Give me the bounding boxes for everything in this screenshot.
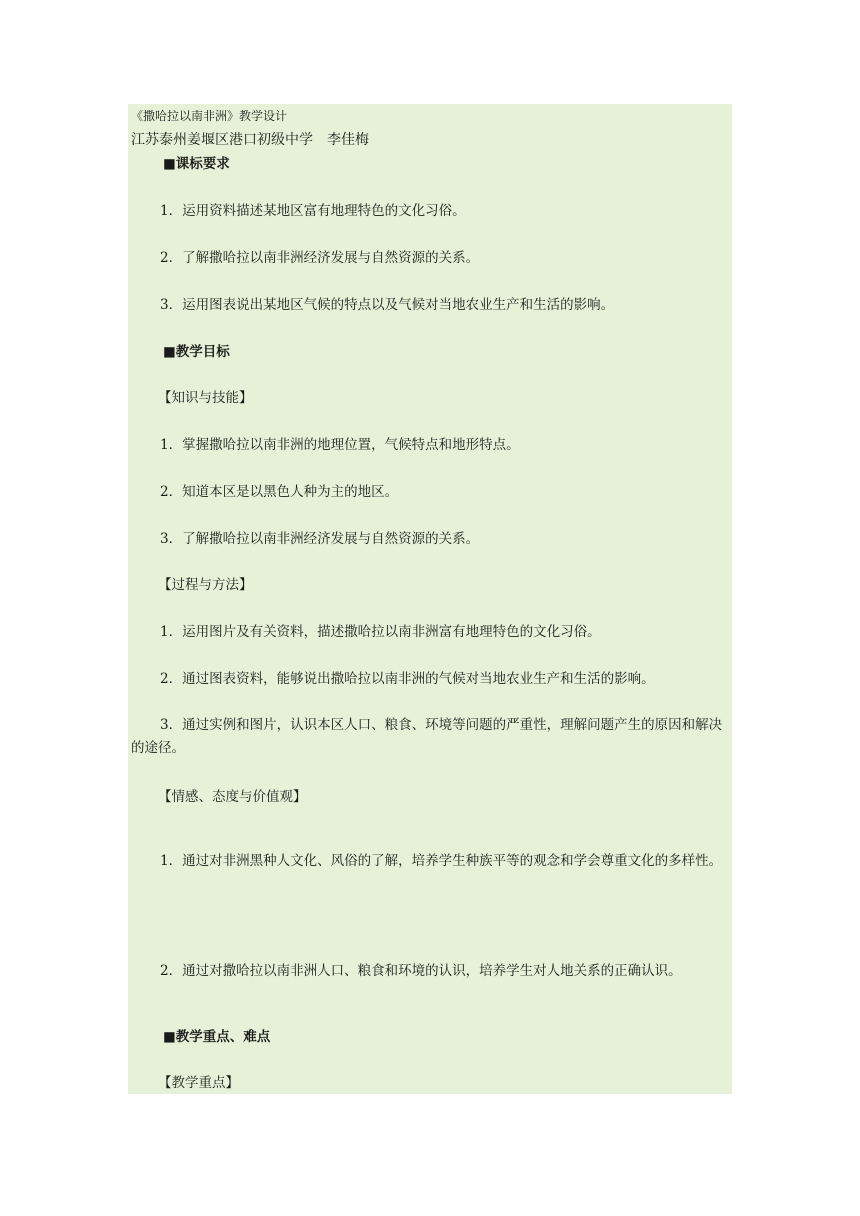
- knowledge-item-1: 1．掌握撒哈拉以南非洲的地理位置，气候特点和地形特点。: [160, 437, 520, 453]
- knowledge-item-3: 3．了解撒哈拉以南非洲经济发展与自然资源的关系。: [160, 531, 480, 547]
- subsection-knowledge: 【知识与技能】: [158, 390, 253, 406]
- emotion-item-2: 2．通过对撒哈拉以南非洲人口、粮食和环境的认识，培养学生对人地关系的正确认识。: [160, 963, 682, 979]
- knowledge-item-2: 2．知道本区是以黑色人种为主的地区。: [160, 484, 399, 500]
- author-line: [131, 132, 369, 148]
- subsection-process: 【过程与方法】: [158, 577, 253, 593]
- subsection-emotion: 【情感、态度与价值观】: [158, 789, 307, 805]
- section-heading-objectives: ■教学目标: [163, 344, 230, 360]
- author-name: 李佳梅: [327, 132, 369, 148]
- section-heading-curriculum: ■课标要求: [163, 156, 230, 172]
- section-heading-key-points: ■教学重点、难点: [163, 1029, 271, 1045]
- process-item-1: 1．运用图片及有关资料，描述撒哈拉以南非洲富有地理特色的文化习俗。: [160, 624, 601, 640]
- curriculum-item-2: 2．了解撒哈拉以南非洲经济发展与自然资源的关系。: [160, 250, 480, 266]
- curriculum-item-1: 1．运用资料描述某地区富有地理特色的文化习俗。: [160, 203, 466, 219]
- document-title: 《撒哈拉以南非洲》教学设计: [131, 109, 288, 123]
- process-item-3: 3．通过实例和图片，认识本区人口、粮食、环境等问题的严重性，理解问题产生的原因和解决的途径。: [131, 717, 723, 756]
- emotion-item-1: 1．通过对非洲黑种人文化、风俗的了解，培养学生种族平等的观念和学会尊重文化的多样性。: [160, 853, 723, 869]
- curriculum-item-3: 3．运用图表说出某地区气候的特点以及气候对当地农业生产和生活的影响。: [160, 297, 615, 313]
- process-item-2: 2．通过图表资料，能够说出撒哈拉以南非洲的气候对当地农业生产和生活的影响。: [160, 671, 655, 687]
- author-school: 江苏泰州姜堰区港口初级中学: [131, 132, 313, 148]
- subsection-key-points: 【教学重点】: [158, 1075, 239, 1091]
